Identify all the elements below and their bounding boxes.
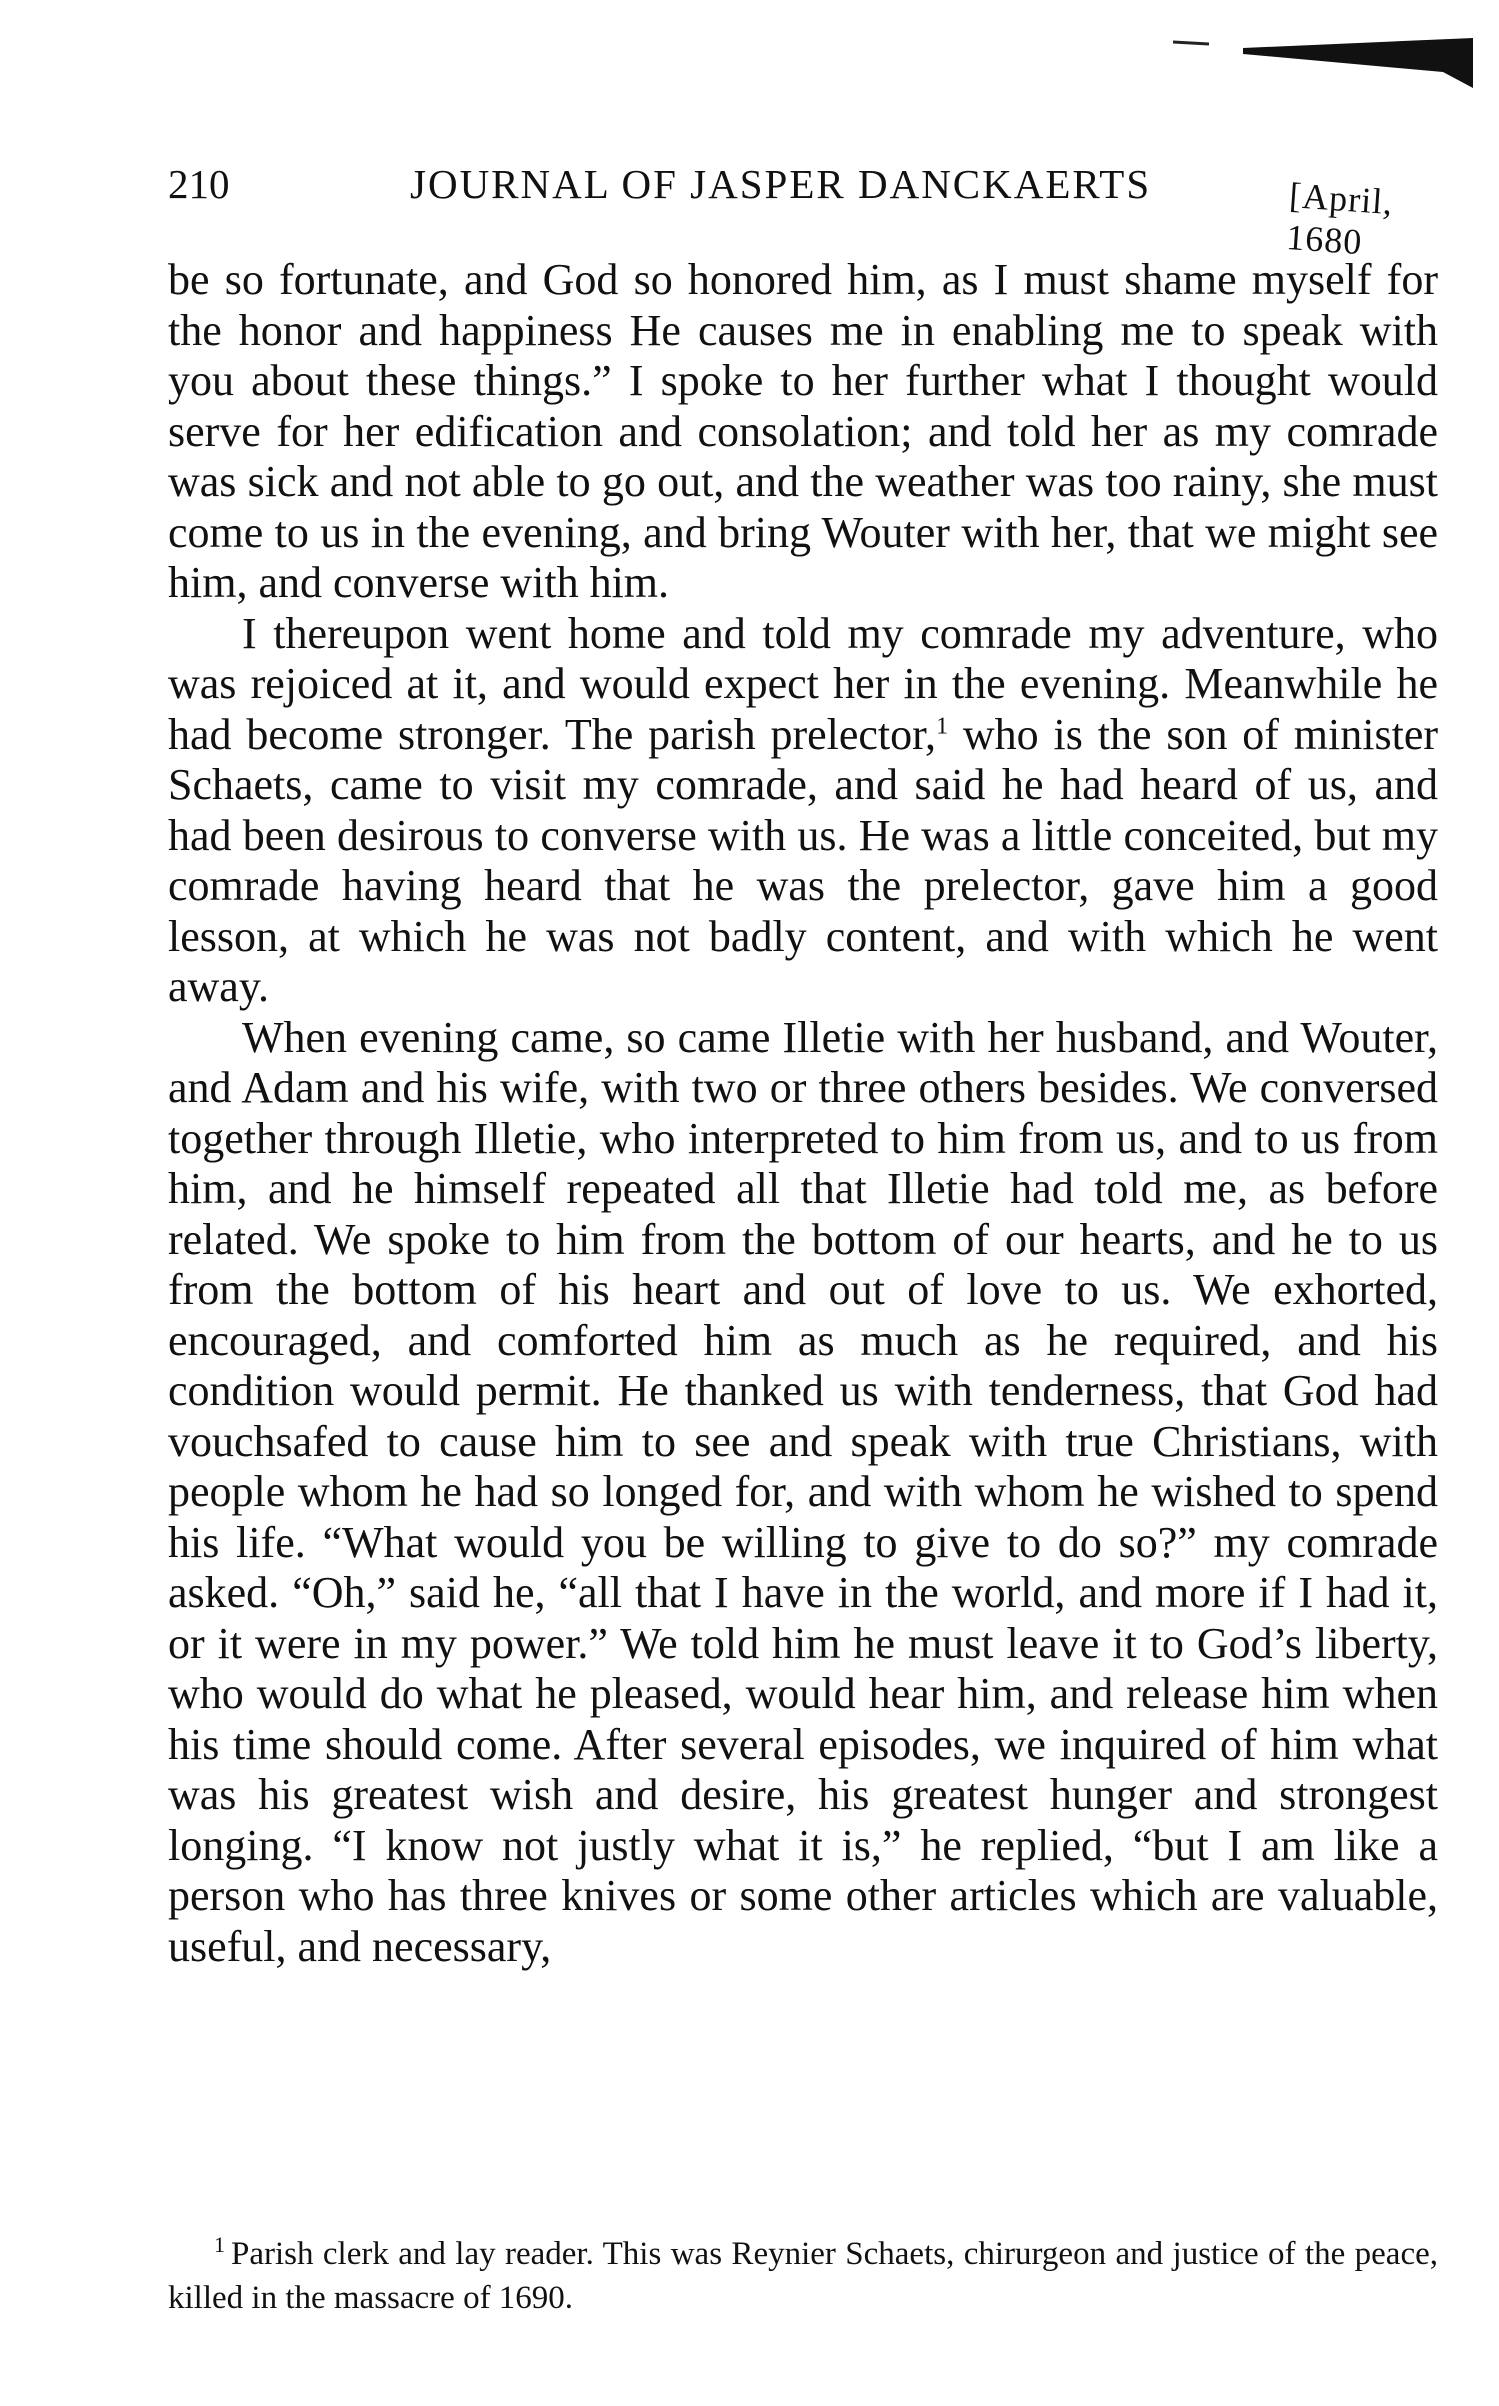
footnote-number: 1 — [214, 2232, 225, 2257]
footnote — [168, 2232, 1438, 2320]
paragraph-3: When evening came, so came Illetie with her husband, and Wouter, and Adam and his wife, with two or three others besides. We conversed together through Illetie, who interpreted to him from us, and to us from him, and he himself repeated all that Illetie had told me, as before related. We spoke to him from the bottom of our hearts, and he to us from the bottom of his heart and out of love to us. We exhorted, encouraged, and comforted him as much as he required, and his condition would permit. He thanked us with tenderness, that God had vouchsafed to cause him to see and speak with true Christians, with people whom he had so longed for, and with whom he wished to spend his life. “What would you be willing to give to do so?” my comrade asked. “Oh,” said he, “all that I have in the world, and more if I had it, or it were in my power.” We told him he must leave it to God’s liberty, who would do what he pleased, would hear him, and release him when his time should come. After several episodes, we inquired of him what was his greatest wish and desire, his greatest hunger and strongest longing. “I know not justly what it is,” he replied, “but I am like a person who has three knives or some other articles which are valuable, useful, and necessary, — [168, 1012, 1438, 1971]
running-header — [168, 160, 1438, 263]
scan-edge-mark — [1173, 32, 1473, 102]
paragraph-1: be so fortunate, and God so honored him, as I must shame myself for the honor and happiness He causes me in enabling me to speak with you about these things.” I spoke to her further what I thought would serve for her edification and consolation; and told her as my comrade was sick and not able to go out, and the weather was too rainy, she must come to us in the evening, and bring Wouter with her, that we might see him, and converse with him. — [168, 255, 1438, 607]
footnote-marker: 1 — [936, 712, 949, 739]
paragraph-2-text-after: who is the son of minister Schaets, came to visit my comrade, and said he had heard of us, and had been desirous to converse with us. He was a little conceited, but my comrade having heard that he was the prelector, gave him a good lesson, at which he was not badly content, and with which he went away. — [168, 709, 1438, 1011]
paragraph-2 — [168, 609, 1438, 1013]
running-title: JOURNAL OF JASPER DANCKAERTS — [410, 161, 1152, 207]
page-number: 210 — [168, 161, 230, 207]
footnote-text: Parish clerk and lay reader. This was Reynier Schaets, chirurgeon and justice of the peace, killed in the massacre of 1690. — [168, 2236, 1438, 2316]
running-date: [April, 1680 — [1285, 175, 1395, 263]
paragraph-2-text-before: I thereupon went home and told my comrade my adventure, who was rejoiced at it, and would expect her in the evening. Meanwhile he had become stronger. The parish prelector, — [168, 608, 1438, 759]
body-text — [168, 255, 1438, 1972]
